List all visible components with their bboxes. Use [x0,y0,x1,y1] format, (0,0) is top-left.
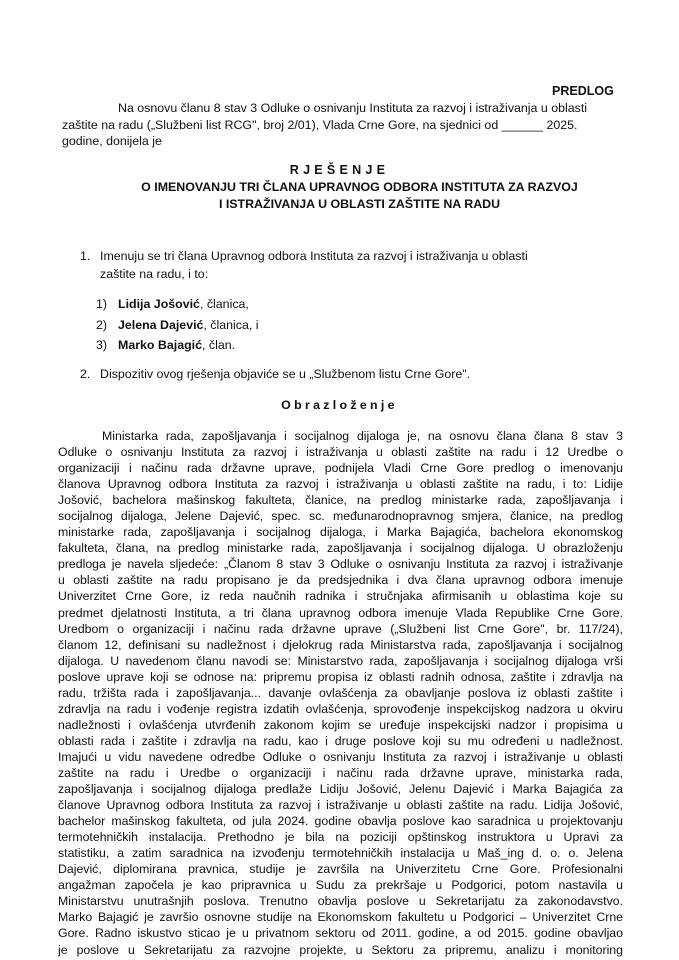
item-text-line: Dispozitiv ovog rješenja objaviće se u „Službenom listu Crne Gore". [100,367,471,381]
intro-line: zaštite na radu („Službeni list RCG", broj 2/01), Vlada Crne Gore, na sjednici od ______ 2025. [62,117,578,132]
member-list-item [96,294,259,315]
explanation-line: dijaloga. U navedenom članu navodi se: Ministarstvo rada, zapošljavanja i socijalnog dijaloga vrši [58,653,623,668]
explanation-line: je poslove u Sekretarijatu za razvojne projekte, u Sektoru za pripremu, analizu i monitoring [58,942,623,957]
item-number: 2. [80,367,91,381]
decision-subtitle-line: O IMENOVANJU TRI ČLANA UPRAVNOG ODBORA INSTITUTA ZA RAZVOJ [141,180,578,194]
decision-subtitle [96,179,623,213]
explanation-line: Univerzitet Crne Gore, iz reda naučnih radnika i stručnjaka afirmisanih u oblastima koje su [58,589,623,604]
explanation-title: Obrazloženje [281,398,398,412]
explanation-line: ministarke rada, zapošljavanja i socijalnog dijaloga, i Marka Bajagića, bachelora ekonomskog [58,525,623,540]
explanation-body [58,428,623,958]
explanation-line: predloga je navela sljedeće: „Članom 8 stav 3 Odluke o osnivanju Instituta za razvoj i istraživanje [58,557,623,572]
explanation-line: socijalnog dijaloga, Jelene Dajević, spec. sc. međunarodnopravnog smjera, članice, na predlog [58,509,623,524]
decision-title: RJEŠENJE [289,163,390,177]
explanation-line: angažman započela je kao pripravnica u Sudu za prekršaje u Podgorici, potom nastavila u [58,878,623,893]
explanation-line: članom 12, definisani su nadležnost i djelokrug rada Ministarstva rada, zapošljavanja i socijalnog [58,637,623,652]
intro-line: godine, donijela je [62,134,162,149]
predlog-label: PREDLOG [552,84,614,98]
explanation-line: Odluke o osnivanju Instituta za razvoj i istraživanja u oblasti zaštite na radu i 12 Uredbe o [58,445,623,460]
explanation-line: zaštite na radu i Uredbe o organizaciji i načinu rada državne uprave, ministarka rada, [58,765,623,780]
member-name: Jelena Dajević [118,317,204,332]
explanation-line: poslove uprave koji se odnose na: pripremu propisa iz oblasti radnih odnosa, zaštite i zdravlja na [58,669,623,684]
decision-subtitle-line: I ISTRAŽIVANJA U OBLASTI ZAŠTITE NA RADU [218,196,501,211]
explanation-line: fakulteta, člana, na predlog ministarke rada, zapošljavanja i socijalnog dijaloga. U obrazloženju [58,541,623,556]
explanation-line: članova Upravnog odbora Instituta za razvoj i istraživanja u oblasti zaštite na radu, i to: Lidije [58,477,623,492]
explanation-line: Gore. Radno iskustvo sticao je u privatnom sektoru od 2011. godine, a od 2015. godine obavljao [58,926,623,941]
explanation-line: bachelor mašinskog fakulteta, od jula 2024. godine obavlja poslove kao saradnica u projektovanju [58,814,623,829]
explanation-line: oblasti rada i zaštite i zdravlja na radu, kao i druge poslove koji su mu određeni u nadležnost. [58,733,623,748]
explanation-line: predmet djelatnosti Instituta, a tri člana upravnog odbora imenuje Vlada Republike Crne Gore. [58,605,623,620]
explanation-line: statistiku, a zatim saradnica na izvođenju termotehničkih instalacija u Maš_ing d. o. o. Jelena [58,846,623,861]
explanation-line: Imajući u vidu navedene odredbe Odluke o osnivanju Instituta za razvoj i istraživanje u oblasti [58,749,623,764]
explanation-line: radu, tržišta rada i zapošljavanja... davanje ovlašćenja za obavljanje poslova iz oblasti zaštite i [58,685,623,700]
item-text-line: zaštite na radu, i to: [100,266,209,281]
explanation-line: u oblasti zaštite na radu propisano je da predsjednika i dva člana upravnog odbora imenuje [58,573,623,588]
explanation-line: Ministarstvu unutrašnjih poslova. Trenutno obavlja poslove u Sekretarijatu za zakonodavstvo. [58,894,623,909]
decision-item-2 [80,366,623,383]
member-name: Lidija Jošović [118,297,200,311]
explanation-line: zdravlja na radu i vođenje registra izdatih ovlašćenja, sprovođenje inspekcijskog nadzora u okviru [58,701,623,716]
member-number: 1) [96,297,108,311]
explanation-line: termotehničkih instalacija. Prethodno je bila na poziciji opštinskog instruktora u Upravi za [58,830,623,845]
member-list [96,294,259,356]
intro-line: Na osnovu članu 8 stav 3 Odluke o osnivanju Instituta za razvoj i istraživanja u oblasti [118,101,588,115]
member-role: , članica, [199,297,249,311]
member-list-item [96,315,259,336]
intro-paragraph [62,100,623,150]
member-number: 3) [96,338,108,353]
explanation-line: Ministarka rada, zapošljavanja i socijalnog dijaloga je, na osnovu člana člana 8 stav 3 [102,429,623,443]
member-name: Marko Bajagić [118,338,203,353]
member-list-item [96,335,259,356]
decision-item-1 [80,248,623,283]
item-number: 1. [80,249,91,263]
member-role: , član. [202,338,236,353]
member-role: , članica, i [203,317,259,332]
explanation-line: članove Upravnog odbora Instituta za razvoj i istraživanje u oblasti zaštite na radu. Lidija Jošović, [58,798,623,813]
explanation-line: Uredbom o organizaciji i načinu rada državne uprave („Službeni list Crne Gore", br. 117/24), [58,621,623,636]
explanation-line: organizaciji i načinu rada državne uprave, podnijela Vladi Crne Gore predlog o imenovanju [58,461,623,476]
explanation-line: Dajević, diplomirana pravnica, studije je završila na Univerzitetu Crne Gore. Profesionalni [58,862,623,877]
explanation-line: nadležnosti i ovlašćenja utvrđenih zakonom kojim se uređuje inspekcijski nadzor i propisima u [58,717,623,732]
member-number: 2) [96,317,108,332]
explanation-line: Jošović, bachelora mašinskog fakulteta, članice, na predlog ministarke rada, zapošljavanja i [58,493,623,508]
item-text-line: Imenuju se tri člana Upravnog odbora Instituta za razvoj i istraživanja u oblasti [100,249,528,263]
explanation-line: Marko Bajagić je završio osnovne studije na Ekonomskom fakultetu u Podgorici – Univerzitet Crne [58,910,623,925]
explanation-line: zapošljavanja i socijalnog dijaloga predlaže Lidiju Jošović, Jelenu Dajević i Marka Bajagića za [58,782,623,797]
